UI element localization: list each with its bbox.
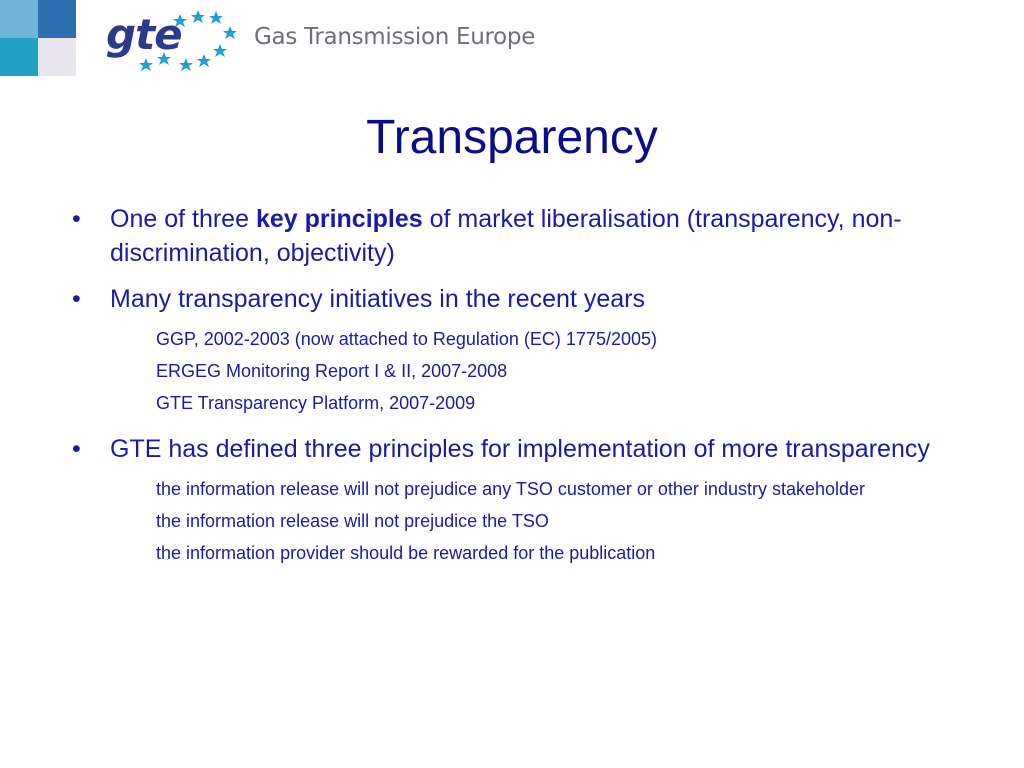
- sub-item: the information release will not prejudice the TSO: [156, 511, 549, 531]
- bullet-bold-text: key principles: [255, 205, 423, 233]
- sub-item: the information provider should be rewarded for the publication: [156, 543, 656, 563]
- bullet-item: [70, 202, 970, 270]
- sub-list: [70, 328, 970, 414]
- corner-block: [38, 0, 76, 38]
- bullet-item: [70, 432, 970, 466]
- bullet-dot: •: [72, 435, 81, 463]
- sub-item: GTE Transparency Platform, 2007-2009: [156, 393, 476, 413]
- corner-block: [0, 38, 38, 76]
- slide-title: Transparency: [366, 111, 658, 164]
- company-name: Gas Transmission Europe: [254, 24, 536, 50]
- corner-block: [38, 38, 76, 76]
- logo-text: gte: [106, 10, 182, 59]
- sub-item: the information release will not prejudice any TSO customer or other industry stakeholder: [156, 479, 866, 499]
- gte-logo: [104, 4, 244, 76]
- bullet-dot: •: [72, 285, 81, 313]
- sub-item: GGP, 2002-2003 (now attached to Regulation (EC) 1775/2005): [156, 329, 657, 349]
- bullet-text: GTE has defined three principles for implementation of more transparency: [110, 435, 930, 463]
- corner-block: [0, 0, 38, 38]
- bullet-text: of market liberalisation (transparency, non-discrimination, objectivity): [110, 205, 902, 267]
- bullet-text: One of three: [110, 205, 256, 233]
- slide-content: [70, 202, 970, 582]
- bullet-dot: •: [72, 205, 81, 233]
- sub-item: ERGEG Monitoring Report I & II, 2007-2008: [156, 361, 508, 381]
- bullet-item: [70, 282, 970, 316]
- bullet-text: Many transparency initiatives in the recent years: [110, 285, 645, 313]
- sub-list: [70, 478, 970, 564]
